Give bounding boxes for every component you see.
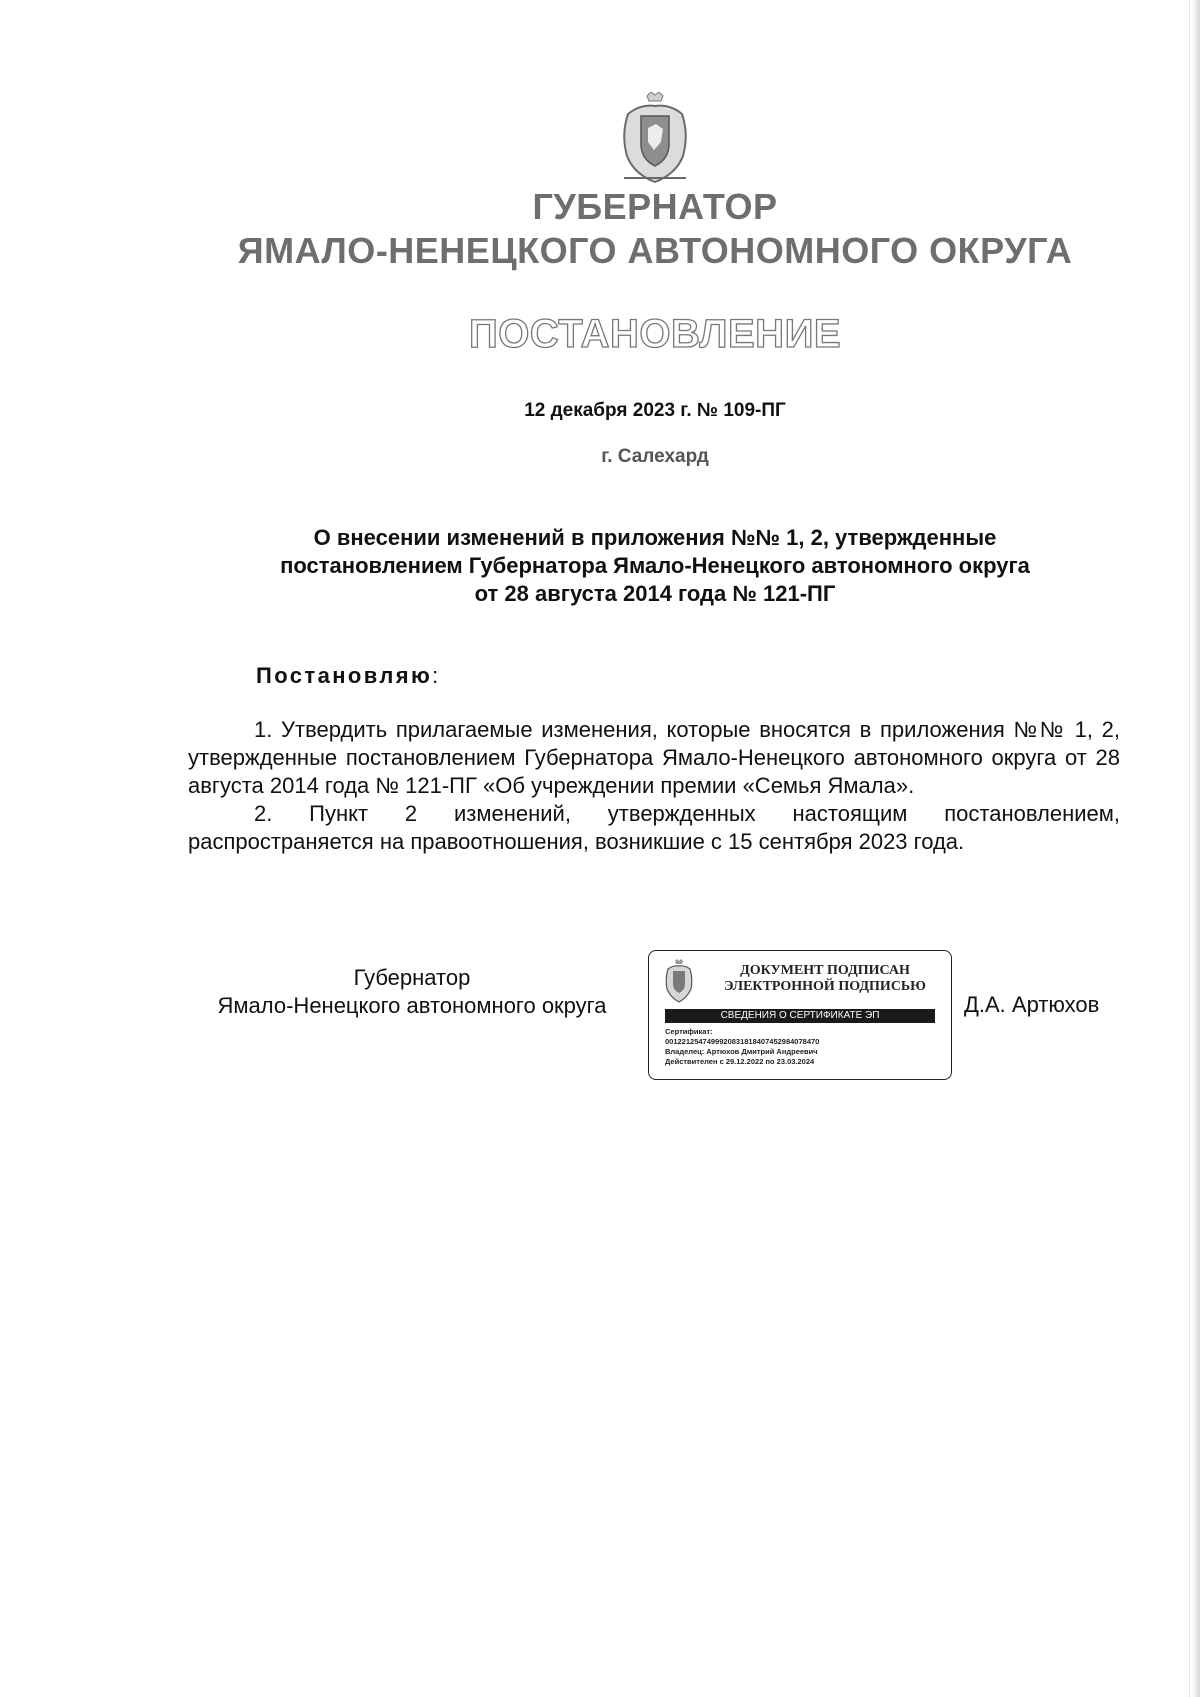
stamp-certificate-bar: СВЕДЕНИЯ О СЕРТИФИКАТЕ ЭП bbox=[665, 1009, 935, 1023]
electronic-signature-stamp bbox=[648, 950, 952, 1080]
coat-of-arms-icon bbox=[618, 92, 692, 186]
decree-word: Постановляю bbox=[256, 663, 433, 688]
issuer-region: ЯМАЛО-НЕНЕЦКОГО АВТОНОМНОГО ОКРУГА bbox=[237, 230, 1073, 271]
stamp-coat-of-arms-icon bbox=[663, 959, 695, 1003]
signatory-name: Д.А. Артюхов bbox=[964, 992, 1100, 1017]
stamp-cert-label: Сертификат: bbox=[665, 1027, 713, 1036]
subject-line: О внесении изменений в приложения №№ 1, 2, утвержденные bbox=[313, 525, 997, 550]
stamp-title-line: ЭЛЕКТРОННОЙ ПОДПИСЬЮ bbox=[724, 979, 926, 994]
decree-heading bbox=[256, 663, 438, 689]
document-subject bbox=[188, 524, 1122, 608]
paragraph: 1. Утвердить прилагаемые изменения, которые вносятся в приложения №№ 1, 2, утвержденные постановлением Губернатора Ямало-Ненецкого автономного округа от 28 августа 2014 года № 121-ПГ «Об учреждении премии «Семья Ямала». bbox=[188, 717, 1120, 798]
paragraph: 2. Пункт 2 изменений, утвержденных настоящим постановлением, распространяется на правоотношения, возникшие с 15 сентября 2023 года. bbox=[188, 801, 1120, 854]
stamp-title bbox=[705, 963, 945, 995]
subject-line: постановлением Губернатора Ямало-Ненецкого автономного округа bbox=[280, 553, 1030, 578]
stamp-owner: Владелец: Артюхов Дмитрий Андреевич bbox=[665, 1047, 818, 1056]
document-city: г. Салехард bbox=[601, 446, 709, 467]
document-type: ПОСТАНОВЛЕНИЕ bbox=[468, 312, 841, 356]
issuer-title: ГУБЕРНАТОР bbox=[532, 186, 778, 227]
position-line: Губернатор bbox=[353, 965, 471, 990]
stamp-validity: Действителен с 29.12.2022 по 23.03.2024 bbox=[665, 1057, 815, 1066]
decree-colon: : bbox=[432, 663, 439, 688]
document-body bbox=[188, 716, 1120, 856]
stamp-cert-number: 0012212547499920831818407452984078470 bbox=[665, 1037, 820, 1046]
subject-line: от 28 августа 2014 года № 121-ПГ bbox=[474, 581, 836, 606]
stamp-title-line: ДОКУМЕНТ ПОДПИСАН bbox=[740, 963, 910, 978]
signatory-position bbox=[188, 964, 636, 1020]
document-date-number: 12 декабря 2023 г. № 109-ПГ bbox=[524, 400, 786, 421]
position-line: Ямало-Ненецкого автономного округа bbox=[217, 993, 607, 1018]
